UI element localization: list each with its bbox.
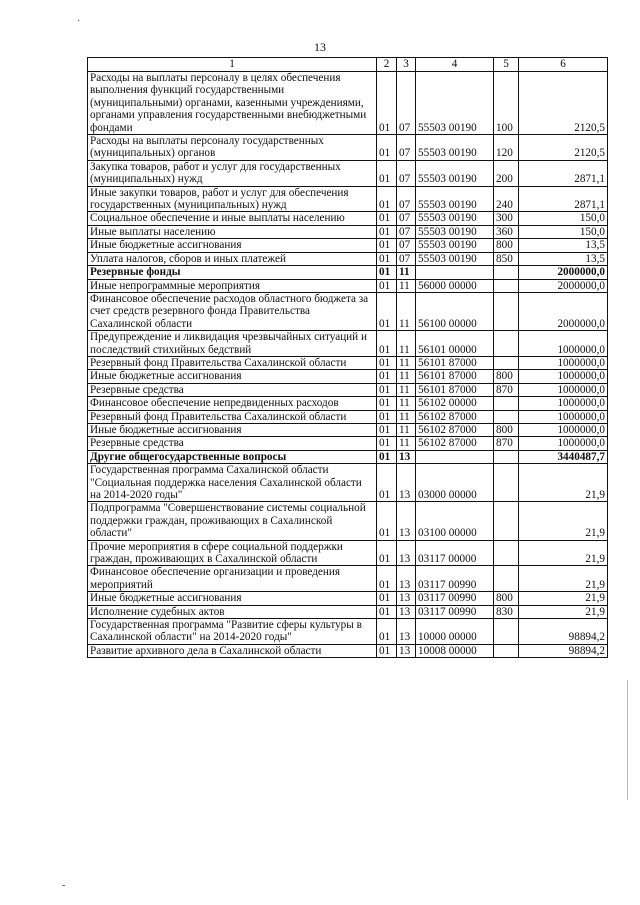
scan-speck: - xyxy=(62,880,66,891)
table-header-row xyxy=(88,58,608,72)
amount-value: 13,5 xyxy=(519,252,608,265)
row-description: Финансовое обеспечение организации и проведения мероприятий xyxy=(88,566,377,592)
table-row xyxy=(88,423,608,436)
page-number: 13 xyxy=(314,40,326,54)
table-row xyxy=(88,410,608,423)
row-description: Иные выплаты населению xyxy=(88,225,377,238)
target-article-code: 03100 00000 xyxy=(416,502,494,540)
row-description: Финансовое обеспечение расходов областного бюджета за счет средств резервного фонда Правительства Сахалинской области xyxy=(88,292,377,330)
subsection-code: 07 xyxy=(397,225,416,238)
table-row xyxy=(88,540,608,566)
section-code: 01 xyxy=(377,160,397,186)
section-code: 01 xyxy=(377,252,397,265)
target-article-code xyxy=(416,450,494,463)
column-header: 1 xyxy=(88,58,377,72)
amount-value: 150,0 xyxy=(519,212,608,225)
amount-value: 150,0 xyxy=(519,225,608,238)
subsection-code: 07 xyxy=(397,186,416,212)
target-article-code: 03117 00000 xyxy=(416,540,494,566)
row-description: Прочие мероприятия в сфере социальной поддержки граждан, проживающих в Сахалинской области xyxy=(88,540,377,566)
subsection-code: 13 xyxy=(397,644,416,657)
expense-type-code xyxy=(494,566,519,592)
expense-type-code: 870 xyxy=(494,383,519,396)
expense-type-code: 800 xyxy=(494,239,519,252)
row-description: Расходы на выплаты персоналу государственных (муниципальных) органов xyxy=(88,135,377,161)
expense-type-code: 800 xyxy=(494,370,519,383)
section-code: 01 xyxy=(377,292,397,330)
table-row xyxy=(88,592,608,605)
row-description: Иные бюджетные ассигнования xyxy=(88,239,377,252)
table-body xyxy=(88,72,608,658)
table-row xyxy=(88,644,608,657)
target-article-code: 56102 87000 xyxy=(416,410,494,423)
target-article-code: 03117 00990 xyxy=(416,566,494,592)
amount-value: 98894,2 xyxy=(519,619,608,645)
expense-type-code: 100 xyxy=(494,72,519,135)
amount-value: 2000000,0 xyxy=(519,266,608,279)
table-row xyxy=(88,160,608,186)
section-code: 01 xyxy=(377,383,397,396)
amount-value: 2120,5 xyxy=(519,72,608,135)
subsection-code: 07 xyxy=(397,135,416,161)
row-description: Иные бюджетные ассигнования xyxy=(88,370,377,383)
row-description: Уплата налогов, сборов и иных платежей xyxy=(88,252,377,265)
expense-type-code: 120 xyxy=(494,135,519,161)
target-article-code: 03117 00990 xyxy=(416,592,494,605)
table-row xyxy=(88,225,608,238)
section-code: 01 xyxy=(377,619,397,645)
row-description: Государственная программа Сахалинской области "Социальная поддержка населения Сахалинской области на 2014-2020 годы" xyxy=(88,464,377,502)
row-description: Развитие архивного дела в Сахалинской области xyxy=(88,644,377,657)
subsection-code: 07 xyxy=(397,212,416,225)
row-description: Предупреждение и ликвидация чрезвычайных ситуаций и последствий стихийных бедствий xyxy=(88,331,377,357)
amount-value: 21,9 xyxy=(519,502,608,540)
table-row xyxy=(88,72,608,135)
row-description: Другие общегосударственные вопросы xyxy=(88,450,377,463)
amount-value: 1000000,0 xyxy=(519,370,608,383)
subsection-code: 11 xyxy=(397,423,416,436)
column-header: 5 xyxy=(494,58,519,72)
section-code: 01 xyxy=(377,225,397,238)
section-code: 01 xyxy=(377,566,397,592)
table-row xyxy=(88,464,608,502)
expense-type-code xyxy=(494,502,519,540)
target-article-code: 56100 00000 xyxy=(416,292,494,330)
amount-value: 1000000,0 xyxy=(519,397,608,410)
expense-type-code xyxy=(494,644,519,657)
subsection-code: 11 xyxy=(397,410,416,423)
subsection-code: 13 xyxy=(397,464,416,502)
row-description: Иные закупки товаров, работ и услуг для обеспечения государственных (муниципальных) нужд xyxy=(88,186,377,212)
target-article-code: 55503 00190 xyxy=(416,72,494,135)
section-code: 01 xyxy=(377,605,397,618)
section-code: 01 xyxy=(377,186,397,212)
row-description: Резервный фонд Правительства Сахалинской области xyxy=(88,410,377,423)
amount-value: 98894,2 xyxy=(519,644,608,657)
table-row xyxy=(88,450,608,463)
expense-type-code xyxy=(494,331,519,357)
subsection-code: 07 xyxy=(397,160,416,186)
table-row xyxy=(88,292,608,330)
target-article-code: 55503 00190 xyxy=(416,239,494,252)
table-row xyxy=(88,356,608,369)
expense-type-code xyxy=(494,410,519,423)
target-article-code xyxy=(416,266,494,279)
table-row xyxy=(88,212,608,225)
target-article-code: 55503 00190 xyxy=(416,135,494,161)
target-article-code: 56102 00000 xyxy=(416,397,494,410)
subsection-code: 13 xyxy=(397,566,416,592)
amount-value: 1000000,0 xyxy=(519,423,608,436)
amount-value: 21,9 xyxy=(519,592,608,605)
section-code: 01 xyxy=(377,331,397,357)
section-code: 01 xyxy=(377,356,397,369)
expense-type-code xyxy=(494,464,519,502)
amount-value: 21,9 xyxy=(519,464,608,502)
section-code: 01 xyxy=(377,423,397,436)
subsection-code: 11 xyxy=(397,383,416,396)
subsection-code: 07 xyxy=(397,252,416,265)
row-description: Закупка товаров, работ и услуг для государственных (муниципальных) нужд xyxy=(88,160,377,186)
subsection-code: 13 xyxy=(397,540,416,566)
target-article-code: 56101 00000 xyxy=(416,331,494,357)
target-article-code: 55503 00190 xyxy=(416,252,494,265)
expense-type-code xyxy=(494,292,519,330)
expense-type-code: 830 xyxy=(494,605,519,618)
table-row xyxy=(88,437,608,450)
section-code: 01 xyxy=(377,370,397,383)
column-header: 6 xyxy=(519,58,608,72)
target-article-code: 55503 00190 xyxy=(416,186,494,212)
subsection-code: 11 xyxy=(397,397,416,410)
amount-value: 21,9 xyxy=(519,605,608,618)
section-code: 01 xyxy=(377,266,397,279)
subsection-code: 11 xyxy=(397,370,416,383)
section-code: 01 xyxy=(377,592,397,605)
target-article-code: 03000 00000 xyxy=(416,464,494,502)
row-description: Иные бюджетные ассигнования xyxy=(88,592,377,605)
row-description: Резервный фонд Правительства Сахалинской области xyxy=(88,356,377,369)
expense-type-code: 800 xyxy=(494,592,519,605)
table-row xyxy=(88,266,608,279)
section-code: 01 xyxy=(377,279,397,292)
row-description: Подпрограмма "Совершенствование системы социальной поддержки граждан, проживающих в Сахалинской области" xyxy=(88,502,377,540)
section-code: 01 xyxy=(377,135,397,161)
table-row xyxy=(88,566,608,592)
expense-type-code xyxy=(494,397,519,410)
expense-type-code xyxy=(494,266,519,279)
subsection-code: 07 xyxy=(397,72,416,135)
amount-value: 1000000,0 xyxy=(519,410,608,423)
expense-type-code xyxy=(494,619,519,645)
subsection-code: 11 xyxy=(397,266,416,279)
table-row xyxy=(88,279,608,292)
target-article-code: 56102 87000 xyxy=(416,437,494,450)
amount-value: 1000000,0 xyxy=(519,437,608,450)
row-description: Государственная программа "Развитие сферы культуры в Сахалинской области" на 2014-2020 годы" xyxy=(88,619,377,645)
target-article-code: 56101 87000 xyxy=(416,383,494,396)
table-row xyxy=(88,239,608,252)
row-description: Исполнение судебных актов xyxy=(88,605,377,618)
expense-type-code xyxy=(494,279,519,292)
section-code: 01 xyxy=(377,212,397,225)
amount-value: 2871,1 xyxy=(519,186,608,212)
target-article-code: 55503 00190 xyxy=(416,212,494,225)
row-description: Социальное обеспечение и иные выплаты населению xyxy=(88,212,377,225)
table-row xyxy=(88,370,608,383)
target-article-code: 03117 00990 xyxy=(416,605,494,618)
target-article-code: 56101 87000 xyxy=(416,370,494,383)
target-article-code: 56101 87000 xyxy=(416,356,494,369)
section-code: 01 xyxy=(377,464,397,502)
expense-type-code xyxy=(494,540,519,566)
subsection-code: 11 xyxy=(397,279,416,292)
amount-value: 2120,5 xyxy=(519,135,608,161)
expense-type-code: 800 xyxy=(494,423,519,436)
budget-table xyxy=(87,57,608,658)
table-row xyxy=(88,383,608,396)
subsection-code: 13 xyxy=(397,605,416,618)
amount-value: 2000000,0 xyxy=(519,292,608,330)
section-code: 01 xyxy=(377,239,397,252)
expense-type-code: 300 xyxy=(494,212,519,225)
column-header: 2 xyxy=(377,58,397,72)
amount-value: 21,9 xyxy=(519,566,608,592)
amount-value: 3440487,7 xyxy=(519,450,608,463)
target-article-code: 55503 00190 xyxy=(416,160,494,186)
row-description: Расходы на выплаты персоналу в целях обеспечения выполнения функций государственными (муниципальными) органами, казенными учреждениями, органами управления государственными внебюджетными фондами xyxy=(88,72,377,135)
target-article-code: 56000 00000 xyxy=(416,279,494,292)
expense-type-code: 200 xyxy=(494,160,519,186)
table-row xyxy=(88,186,608,212)
amount-value: 2000000,0 xyxy=(519,279,608,292)
expense-type-code: 850 xyxy=(494,252,519,265)
amount-value: 1000000,0 xyxy=(519,356,608,369)
table-row xyxy=(88,605,608,618)
target-article-code: 56102 87000 xyxy=(416,423,494,436)
target-article-code: 55503 00190 xyxy=(416,225,494,238)
subsection-code: 11 xyxy=(397,356,416,369)
subsection-code: 13 xyxy=(397,619,416,645)
amount-value: 1000000,0 xyxy=(519,331,608,357)
section-code: 01 xyxy=(377,540,397,566)
row-description: Резервные средства xyxy=(88,437,377,450)
scan-edge-mark xyxy=(627,680,628,800)
target-article-code: 10008 00000 xyxy=(416,644,494,657)
expense-type-code: 360 xyxy=(494,225,519,238)
target-article-code: 10000 00000 xyxy=(416,619,494,645)
table-row xyxy=(88,252,608,265)
subsection-code: 13 xyxy=(397,502,416,540)
column-header: 4 xyxy=(416,58,494,72)
section-code: 01 xyxy=(377,502,397,540)
subsection-code: 11 xyxy=(397,331,416,357)
subsection-code: 07 xyxy=(397,239,416,252)
row-description: Резервные фонды xyxy=(88,266,377,279)
expense-type-code: 240 xyxy=(494,186,519,212)
subsection-code: 13 xyxy=(397,592,416,605)
subsection-code: 11 xyxy=(397,292,416,330)
expense-type-code: 870 xyxy=(494,437,519,450)
section-code: 01 xyxy=(377,72,397,135)
row-description: Финансовое обеспечение непредвиденных расходов xyxy=(88,397,377,410)
section-code: 01 xyxy=(377,410,397,423)
section-code: 01 xyxy=(377,644,397,657)
table-row xyxy=(88,619,608,645)
row-description: Резервные средства xyxy=(88,383,377,396)
amount-value: 2871,1 xyxy=(519,160,608,186)
row-description: Иные бюджетные ассигнования xyxy=(88,423,377,436)
column-header: 3 xyxy=(397,58,416,72)
expense-type-code xyxy=(494,450,519,463)
amount-value: 13,5 xyxy=(519,239,608,252)
row-description: Иные непрограммные мероприятия xyxy=(88,279,377,292)
amount-value: 21,9 xyxy=(519,540,608,566)
table-row xyxy=(88,397,608,410)
table-row xyxy=(88,135,608,161)
table-row xyxy=(88,331,608,357)
expense-type-code xyxy=(494,356,519,369)
section-code: 01 xyxy=(377,450,397,463)
amount-value: 1000000,0 xyxy=(519,383,608,396)
section-code: 01 xyxy=(377,437,397,450)
table-row xyxy=(88,502,608,540)
section-code: 01 xyxy=(377,397,397,410)
subsection-code: 11 xyxy=(397,437,416,450)
subsection-code: 13 xyxy=(397,450,416,463)
scan-speck: · xyxy=(77,16,81,27)
